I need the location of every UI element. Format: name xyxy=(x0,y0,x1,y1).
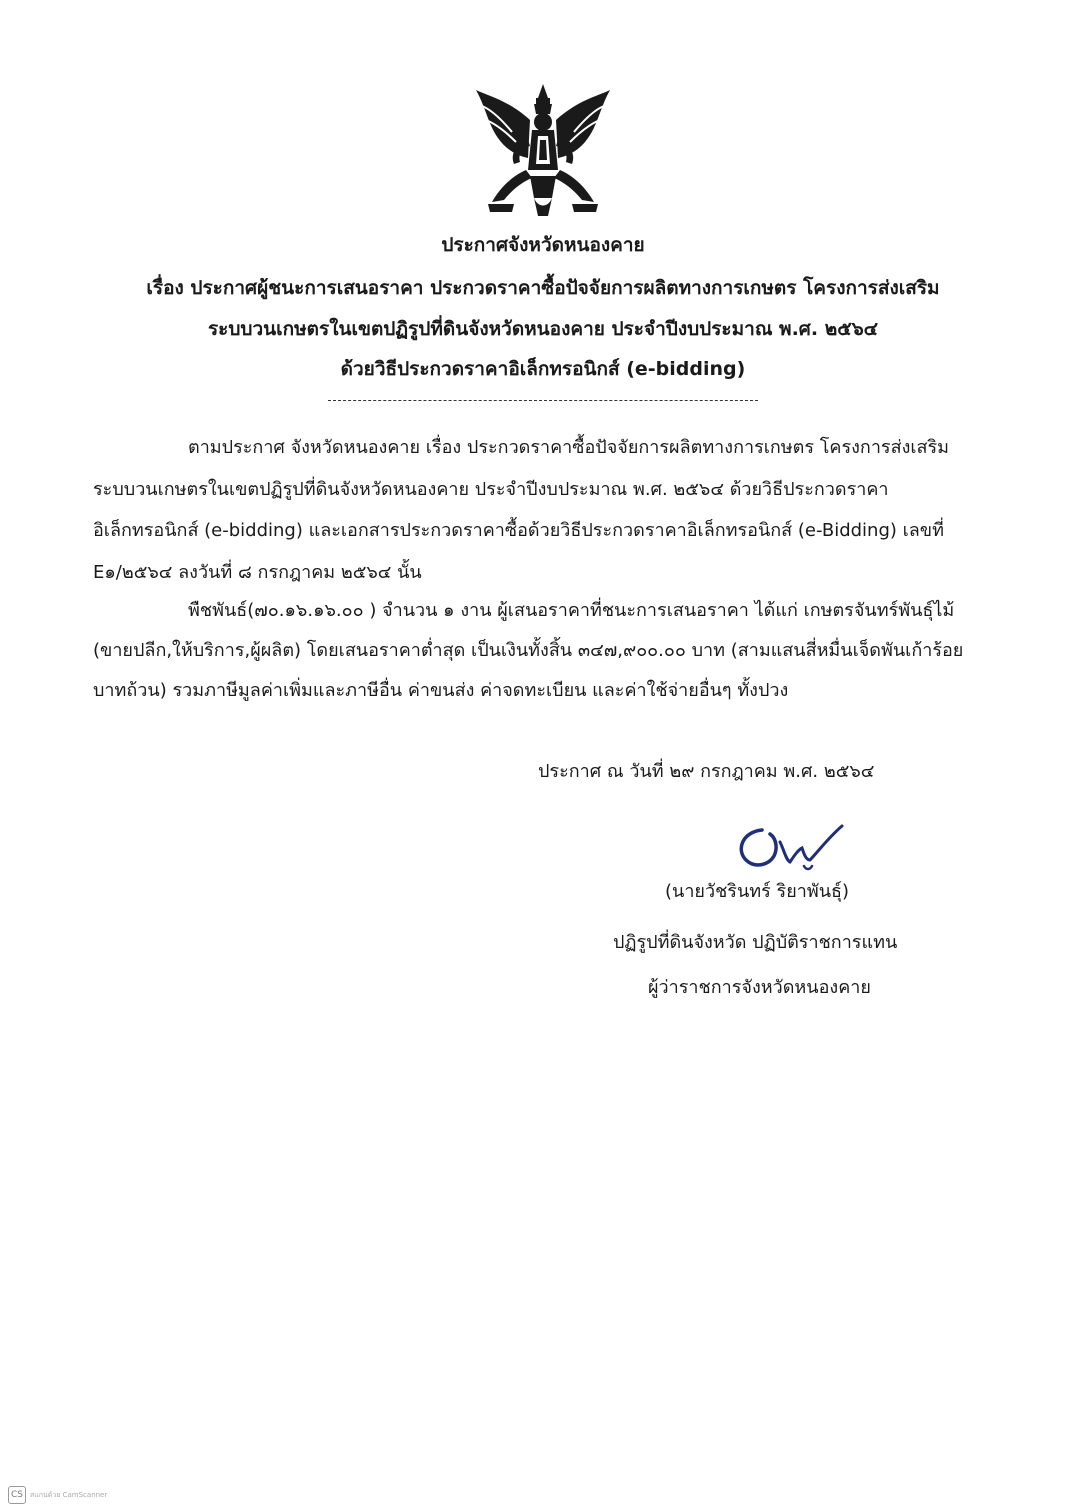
subject-line-3: ด้วยวิธีประกวดราคาอิเล็กทรอนิกส์ (e-bidding) xyxy=(340,358,746,380)
paragraph-2-line-1: พืชพันธ์(๗๐.๑๖.๑๖.๐๐ ) จำนวน ๑ งาน ผู้เสนอราคาที่ชนะการเสนอราคา ได้แก่ เกษตรจันทร์พันธุ์ไม้ xyxy=(188,600,955,621)
paragraph-1-line-3: อิเล็กทรอนิกส์ (e-bidding) และเอกสารประกวดราคาซื้อด้วยวิธีประกวดราคาอิเล็กทรอนิกส์ (e-Bidding) เลขที่ xyxy=(93,520,944,541)
announcement-title: ประกาศจังหวัดหนองคาย xyxy=(441,234,645,256)
subject-line-2: ระบบวนเกษตรในเขตปฏิรูปที่ดินจังหวัดหนองคาย ประจำปีงบประมาณ พ.ศ. ๒๕๖๔ xyxy=(207,318,879,340)
signatory-position-2: ผู้ว่าราชการจังหวัดหนองคาย xyxy=(648,977,871,998)
paragraph-1-line-2: ระบบวนเกษตรในเขตปฏิรูปที่ดินจังหวัดหนองคาย ประจำปีงบประมาณ พ.ศ. ๒๕๖๔ ด้วยวิธีประกวดราคา xyxy=(93,479,889,500)
signatory-position-1: ปฏิรูปที่ดินจังหวัด ปฏิบัติราชการแทน xyxy=(613,932,898,953)
paragraph-1-line-4: E๑/๒๕๖๔ ลงวันที่ ๘ กรกฎาคม ๒๕๖๔ นั้น xyxy=(93,562,422,583)
signature-icon xyxy=(732,816,852,876)
announcement-date: ประกาศ ณ วันที่ ๒๙ กรกฎาคม พ.ศ. ๒๕๖๔ xyxy=(538,761,875,782)
camscanner-logo-icon: CS xyxy=(8,1486,26,1504)
camscanner-caption: สแกนด้วย CamScanner xyxy=(30,1491,108,1499)
subject-line-1: เรื่อง ประกาศผู้ชนะการเสนอราคา ประกวดราคาซื้อปัจจัยการผลิตทางการเกษตร โครงการส่งเสริม xyxy=(146,277,940,299)
paragraph-1-line-1: ตามประกาศ จังหวัดหนองคาย เรื่อง ประกวดราคาซื้อปัจจัยการผลิตทางการเกษตร โครงการส่งเสริม xyxy=(188,437,950,458)
signatory-name: (นายวัชรินทร์ ริยาพันธุ์) xyxy=(665,881,850,902)
divider xyxy=(328,400,758,401)
garuda-emblem-icon xyxy=(468,80,618,220)
paragraph-2-line-3: บาทถ้วน) รวมภาษีมูลค่าเพิ่มและภาษีอื่น ค่าขนส่ง ค่าจดทะเบียน และค่าใช้จ่ายอื่นๆ ทั้งปวง xyxy=(93,680,789,701)
paragraph-2-line-2: (ขายปลีก,ให้บริการ,ผู้ผลิต) โดยเสนอราคาต่ำสุด เป็นเงินทั้งสิ้น ๓๔๗,๙๐๐.๐๐ บาท (สามแสนสี่หมื่นเจ็ดพันเก้าร้อย xyxy=(93,640,964,661)
